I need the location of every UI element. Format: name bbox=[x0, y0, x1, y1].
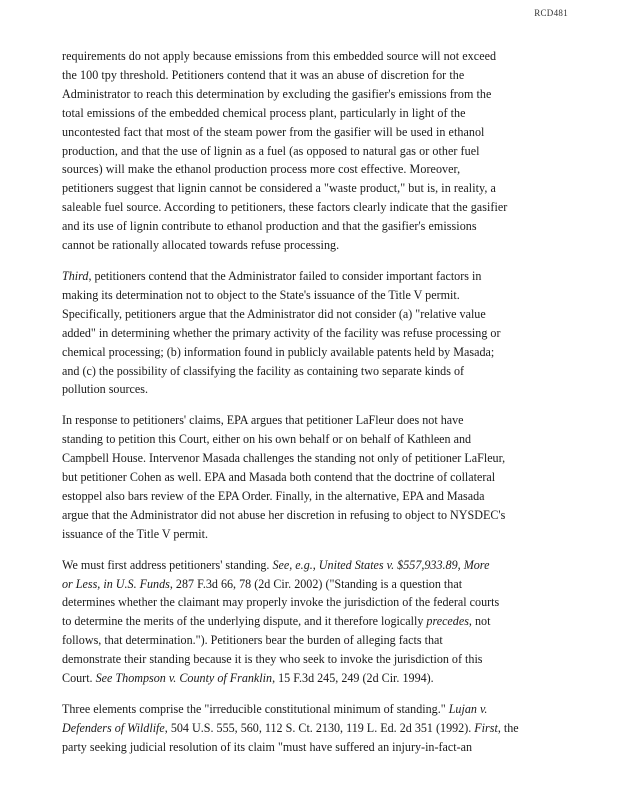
document-body bbox=[62, 47, 554, 769]
italic-text: Lujan v. bbox=[448, 702, 488, 716]
text-run: issuance of the Title V permit. bbox=[62, 526, 209, 541]
text-line bbox=[62, 525, 554, 544]
text-line bbox=[62, 160, 554, 179]
text-run: requirements do not apply because emissions from this embedded source will not exceed bbox=[62, 49, 497, 63]
text-line bbox=[62, 556, 554, 575]
text-run: argue that the Administrator did not abuse her discretion in refusing to object to NYSDEC's bbox=[62, 507, 506, 522]
text-line bbox=[62, 449, 554, 468]
text-run: , 15 F.3d 245, 249 (2d Cir. 1994). bbox=[272, 671, 434, 686]
text-line bbox=[62, 738, 554, 757]
text-run: , 287 F.3d 66, 78 (2d Cir. 2002) ("Standing is a question that bbox=[169, 576, 463, 591]
text-line bbox=[62, 343, 554, 362]
italic-text: Defenders of Wildlife bbox=[62, 720, 165, 735]
text-run: demonstrate their standing because it is they who seek to invoke the jurisdiction of this bbox=[62, 652, 483, 667]
text-line bbox=[62, 217, 554, 236]
italic-text: Third bbox=[62, 268, 89, 283]
text-run: We must first address petitioners' standing. bbox=[62, 557, 273, 572]
text-run: Three elements comprise the "irreducible constitutional minimum of standing." bbox=[62, 702, 449, 716]
text-line bbox=[62, 324, 554, 343]
text-line bbox=[62, 650, 554, 669]
text-line bbox=[62, 104, 554, 123]
italic-text: First bbox=[474, 720, 498, 735]
text-line bbox=[62, 179, 554, 198]
text-run: , not bbox=[468, 614, 491, 629]
text-run: the 100 tpy threshold. Petitioners contend that it was an abuse of discretion for the bbox=[62, 67, 465, 82]
text-line bbox=[62, 487, 554, 506]
text-line bbox=[62, 142, 554, 161]
text-line bbox=[62, 305, 554, 324]
paragraph bbox=[62, 700, 554, 757]
text-run: and (c) the possibility of classifying the facility as containing two separate kinds of bbox=[62, 363, 465, 378]
text-line bbox=[62, 506, 554, 525]
text-run: production, and that the use of lignin as a fuel (as opposed to natural gas or other fuel bbox=[62, 143, 480, 158]
italic-text: See, e.g., United States v. $557,933.89, More bbox=[272, 557, 490, 572]
text-line bbox=[62, 380, 554, 399]
text-run: Administrator to reach this determination by excluding the gasifier's emissions from the bbox=[62, 86, 492, 101]
text-line bbox=[62, 631, 554, 650]
text-run: saleable fuel source. According to petitioners, these factors clearly indicate that the gasifier bbox=[62, 200, 508, 215]
text-line bbox=[62, 362, 554, 381]
text-run: pollution sources. bbox=[62, 382, 148, 397]
text-run: In response to petitioners' claims, EPA argues that petitioner LaFleur does not have bbox=[62, 413, 464, 428]
text-line bbox=[62, 198, 554, 217]
text-run: determines whether the claimant may properly invoke the jurisdiction of the federal courts bbox=[62, 595, 500, 610]
text-run: Specifically, petitioners argue that the Administrator did not consider (a) "relative value bbox=[62, 306, 486, 321]
text-line bbox=[62, 612, 554, 631]
text-run: standing to petition this Court, either on his own behalf or on behalf of Kathleen and bbox=[62, 432, 472, 447]
text-run: Court. bbox=[62, 671, 96, 686]
text-line bbox=[62, 123, 554, 142]
italic-text: precedes bbox=[426, 614, 469, 629]
text-run: chemical processing; (b) information found in publicly available patents held by Masada; bbox=[62, 344, 495, 359]
text-run: party seeking judicial resolution of its claim "must have suffered an injury-in-fact-an bbox=[62, 739, 473, 754]
text-run: to determine the merits of the underlying dispute, and it therefore logically bbox=[62, 614, 427, 629]
text-line bbox=[62, 700, 554, 719]
text-run: estoppel also bars review of the EPA Order. Finally, in the alternative, EPA and Masada bbox=[62, 488, 485, 503]
text-line bbox=[62, 85, 554, 104]
text-run: petitioners suggest that lignin cannot be considered a "waste product," but is, in reality, a bbox=[62, 181, 496, 196]
text-run: added" in determining whether the primary activity of the facility was refuse processing or bbox=[62, 325, 501, 340]
text-line bbox=[62, 575, 554, 594]
text-run: but petitioner Cohen as well. EPA and Masada both contend that the doctrine of collateral bbox=[62, 470, 496, 485]
text-line bbox=[62, 430, 554, 449]
text-run: and its use of lignin contribute to ethanol production and that the gasifier's emissions bbox=[62, 219, 477, 234]
text-line bbox=[62, 47, 554, 66]
text-run: cannot be rationally allocated towards refuse processing. bbox=[62, 238, 340, 253]
paragraph bbox=[62, 411, 554, 543]
text-run: Campbell House. Intervenor Masada challenges the standing not only of petitioner LaFleur, bbox=[62, 451, 506, 466]
italic-text: or Less, in U.S. Funds bbox=[62, 576, 170, 591]
text-line bbox=[62, 468, 554, 487]
text-line bbox=[62, 593, 554, 612]
paragraph bbox=[62, 267, 554, 399]
text-run: total emissions of the embedded chemical process plant, particularly in light of the bbox=[62, 105, 466, 120]
italic-text: See Thompson v. County of Franklin bbox=[95, 671, 273, 686]
text-line bbox=[62, 267, 554, 286]
text-line bbox=[62, 236, 554, 255]
text-line bbox=[62, 66, 554, 85]
text-line bbox=[62, 719, 554, 738]
page-number: RCD481 bbox=[534, 8, 568, 18]
paragraph bbox=[62, 47, 554, 255]
text-run: , 504 U.S. 555, 560, 112 S. Ct. 2130, 119 L. Ed. 2d 351 (1992). bbox=[164, 720, 475, 735]
text-line bbox=[62, 411, 554, 430]
paragraph bbox=[62, 556, 554, 688]
text-run: sources) will make the ethanol production process more cost effective. Moreover, bbox=[62, 162, 461, 177]
text-line bbox=[62, 286, 554, 305]
text-run: uncontested fact that most of the steam power from the gasifier will be used in ethanol bbox=[62, 124, 485, 139]
text-run: , the bbox=[497, 720, 519, 735]
text-run: , petitioners contend that the Administrator failed to consider important factors in bbox=[88, 268, 482, 283]
text-run: follows, that determination."). Petitioners bear the burden of alleging facts that bbox=[62, 633, 443, 648]
text-run: making its determination not to object to the State's issuance of the Title V permit. bbox=[62, 287, 460, 302]
text-line bbox=[62, 669, 554, 688]
